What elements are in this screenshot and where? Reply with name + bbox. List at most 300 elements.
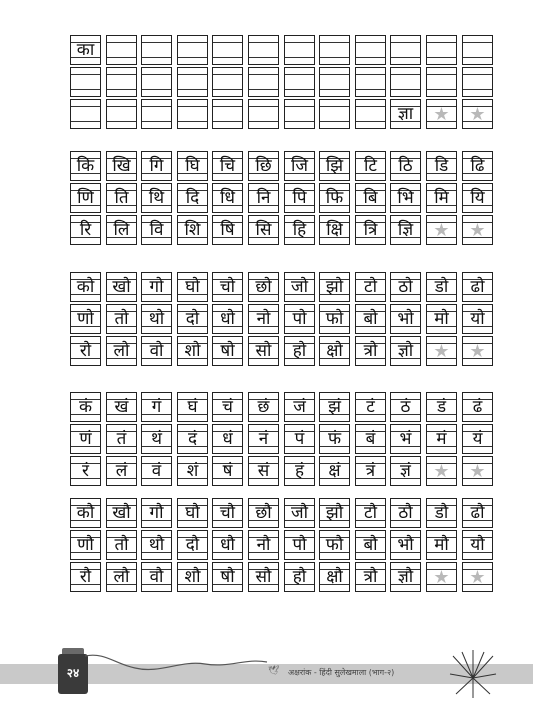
practice-cell[interactable] [212,530,243,560]
letter-glyph: मौ [434,535,449,555]
practice-cell[interactable] [462,392,493,422]
practice-cell[interactable] [355,530,386,560]
practice-cell[interactable] [426,562,457,592]
practice-cell[interactable] [355,424,386,454]
letter-glyph: दौ [185,535,200,555]
practice-cell[interactable] [355,336,386,366]
practice-cell[interactable] [355,304,386,334]
letter-glyph: णं [79,429,92,449]
letter-glyph: धि [220,188,235,208]
practice-cell[interactable] [390,336,421,366]
practice-cell[interactable] [106,498,137,528]
letter-glyph: रं [82,461,89,481]
letter-glyph: क्षं [328,461,341,481]
practice-cell[interactable] [177,151,208,181]
practice-cell[interactable] [284,215,315,245]
letter-glyph: दि [185,188,200,208]
letter-glyph: सि [255,220,272,240]
practice-cell[interactable] [462,562,493,592]
page-number: २४ [66,666,80,680]
letter-glyph: भं [399,429,412,449]
letter-glyph: तं [116,429,127,449]
letter-glyph: फौ [325,535,344,555]
practice-cell[interactable] [319,183,350,213]
practice-cell[interactable] [106,99,137,129]
practice-cell[interactable] [390,562,421,592]
page-number-badge [58,654,88,694]
practice-cell[interactable] [212,151,243,181]
practice-cell[interactable] [462,67,493,97]
practice-cell[interactable] [248,336,279,366]
letter-glyph: ज्ञो [397,341,414,361]
practice-cell[interactable] [177,392,208,422]
star-icon: ★ [433,220,450,241]
practice-cell[interactable] [390,424,421,454]
practice-cell[interactable] [70,183,101,213]
practice-cell[interactable] [177,67,208,97]
practice-cell[interactable] [426,183,457,213]
letter-glyph: त्रि [363,220,378,240]
letter-glyph: ठि [398,156,413,176]
practice-cell[interactable] [248,35,279,65]
practice-cell[interactable] [177,215,208,245]
practice-cell[interactable] [426,392,457,422]
letter-glyph: बो [363,309,378,329]
practice-cell[interactable] [106,392,137,422]
practice-cell[interactable] [355,183,386,213]
practice-cell[interactable] [390,304,421,334]
letter-glyph: डौ [434,503,449,523]
practice-cell[interactable] [462,498,493,528]
letter-glyph: णि [77,188,94,208]
practice-cell[interactable] [106,67,137,97]
letter-glyph: छौ [255,503,272,523]
practice-cell[interactable] [141,151,172,181]
practice-cell[interactable] [106,424,137,454]
practice-cell[interactable] [319,456,350,486]
practice-cell[interactable] [355,67,386,97]
letter-glyph: यौ [470,535,485,555]
practice-cell[interactable] [426,99,457,129]
practice-cell[interactable] [390,35,421,65]
letter-glyph: धौ [220,535,235,555]
practice-cell[interactable] [106,35,137,65]
letter-glyph: घौ [185,503,200,523]
practice-cell[interactable] [355,215,386,245]
practice-cell[interactable] [462,272,493,302]
practice-cell[interactable] [426,336,457,366]
practice-cell[interactable] [462,424,493,454]
letter-glyph: फि [325,188,344,208]
practice-cell[interactable] [70,456,101,486]
practice-cell[interactable] [141,530,172,560]
letter-glyph: डि [434,156,449,176]
practice-cell[interactable] [319,99,350,129]
practice-cell[interactable] [355,562,386,592]
letter-glyph: ठौ [398,503,413,523]
practice-cell[interactable] [390,151,421,181]
letter-glyph: मि [434,188,449,208]
firework-burst-icon [448,648,498,700]
practice-cell[interactable] [106,530,137,560]
practice-cell[interactable] [70,99,101,129]
letter-glyph: का [76,40,95,60]
letter-glyph: को [76,277,95,297]
practice-cell[interactable] [70,272,101,302]
letter-glyph: नं [258,429,269,449]
practice-cell[interactable] [248,183,279,213]
practice-cell[interactable] [284,183,315,213]
practice-cell[interactable] [462,530,493,560]
practice-cell[interactable] [106,215,137,245]
practice-cell[interactable] [284,304,315,334]
letter-glyph: पौ [292,535,307,555]
letter-glyph: जि [290,156,309,176]
letter-glyph: शो [184,341,201,361]
practice-cell[interactable] [426,35,457,65]
practice-cell[interactable] [319,424,350,454]
letter-glyph: मो [434,309,449,329]
practice-cell[interactable] [177,35,208,65]
letter-glyph: ढं [472,397,483,417]
practice-cell[interactable] [141,215,172,245]
letter-glyph: दं [187,429,198,449]
practice-cell[interactable] [141,336,172,366]
letter-glyph: रो [79,341,92,361]
practice-cell[interactable] [319,151,350,181]
letter-glyph: ढो [470,277,485,297]
star-icon: ★ [469,104,486,125]
practice-cell[interactable] [248,67,279,97]
practice-cell[interactable] [177,498,208,528]
practice-cell[interactable] [319,35,350,65]
letter-glyph: कं [78,397,93,417]
letter-glyph: बं [365,429,376,449]
practice-cell[interactable] [70,530,101,560]
practice-cell[interactable] [248,424,279,454]
practice-cell[interactable] [284,530,315,560]
practice-cell[interactable] [212,424,243,454]
letter-glyph: थं [151,429,162,449]
practice-cell[interactable] [70,498,101,528]
star-icon: ★ [469,220,486,241]
star-icon: ★ [469,341,486,362]
practice-cell[interactable] [141,35,172,65]
letter-glyph: त्रौ [363,567,378,587]
practice-cell[interactable] [462,183,493,213]
practice-cell[interactable] [212,304,243,334]
letter-glyph: गि [149,156,164,176]
practice-cell[interactable] [390,498,421,528]
practice-cell[interactable] [319,336,350,366]
practice-cell[interactable] [355,272,386,302]
practice-cell[interactable] [70,392,101,422]
letter-glyph: रौ [79,567,92,587]
letter-glyph: ज्ञा [397,104,414,124]
letter-glyph: लं [115,461,128,481]
letter-glyph: घि [185,156,200,176]
practice-cell[interactable] [141,99,172,129]
practice-cell[interactable] [248,392,279,422]
practice-cell[interactable] [284,336,315,366]
letter-glyph: हि [292,220,307,240]
practice-cell[interactable] [355,456,386,486]
practice-cell[interactable] [177,304,208,334]
practice-cell[interactable] [177,99,208,129]
letter-glyph: झो [325,277,344,297]
practice-cell[interactable] [212,272,243,302]
practice-cell[interactable] [177,183,208,213]
practice-cell[interactable] [212,392,243,422]
letter-glyph: ज्ञौ [397,567,414,587]
practice-cell[interactable] [212,215,243,245]
letter-glyph: षि [220,220,235,240]
practice-cell[interactable] [319,67,350,97]
letter-glyph: भौ [397,535,414,555]
practice-cell[interactable] [177,530,208,560]
letter-glyph: तो [114,309,129,329]
letter-glyph: हो [292,341,307,361]
practice-cell[interactable] [462,99,493,129]
practice-cell[interactable] [212,336,243,366]
practice-cell[interactable] [355,498,386,528]
practice-cell[interactable] [212,456,243,486]
practice-cell[interactable] [70,424,101,454]
letter-glyph: कौ [76,503,95,523]
practice-cell[interactable] [248,498,279,528]
practice-cell[interactable] [319,498,350,528]
practice-cell[interactable] [284,424,315,454]
practice-cell[interactable] [426,424,457,454]
practice-cell[interactable] [212,562,243,592]
practice-cell[interactable] [390,392,421,422]
letter-glyph: शि [184,220,201,240]
letter-glyph: छं [257,397,270,417]
practice-cell[interactable] [141,304,172,334]
letter-glyph: सौ [255,567,272,587]
letter-glyph: लि [113,220,130,240]
practice-cell[interactable] [390,272,421,302]
practice-cell[interactable] [177,424,208,454]
practice-cell[interactable] [319,215,350,245]
practice-cell[interactable] [212,183,243,213]
practice-cell[interactable] [141,424,172,454]
letter-glyph: षं [222,461,233,481]
star-icon: ★ [433,461,450,482]
practice-cell[interactable] [106,336,137,366]
practice-cell[interactable] [426,151,457,181]
practice-cell[interactable] [284,99,315,129]
practice-cell[interactable] [70,562,101,592]
letter-glyph: नौ [256,535,271,555]
letter-glyph: जौ [290,503,309,523]
practice-cell[interactable] [390,530,421,560]
practice-cell[interactable] [284,67,315,97]
practice-cell[interactable] [319,392,350,422]
practice-cell[interactable] [284,151,315,181]
practice-cell[interactable] [106,272,137,302]
practice-cell[interactable] [248,215,279,245]
practice-cell[interactable] [462,304,493,334]
practice-cell[interactable] [390,215,421,245]
practice-cell[interactable] [177,272,208,302]
practice-cell[interactable] [355,151,386,181]
practice-cell[interactable] [141,562,172,592]
practice-cell[interactable] [355,99,386,129]
practice-cell[interactable] [106,151,137,181]
letter-glyph: हौ [292,567,307,587]
practice-cell[interactable] [355,35,386,65]
letter-glyph: वि [149,220,164,240]
letter-glyph: क्षि [326,220,343,240]
practice-cell[interactable] [248,304,279,334]
practice-cell[interactable] [248,99,279,129]
letter-glyph: कि [76,156,95,176]
practice-cell[interactable] [106,456,137,486]
letter-glyph: ढि [470,156,485,176]
practice-cell[interactable] [284,456,315,486]
practice-cell[interactable] [70,215,101,245]
letter-glyph: षो [220,341,235,361]
practice-cell[interactable] [70,67,101,97]
practice-cell[interactable] [462,35,493,65]
practice-cell[interactable] [141,67,172,97]
letter-glyph: लौ [113,567,130,587]
practice-cell[interactable] [426,304,457,334]
letter-glyph: थौ [148,535,165,555]
letter-glyph: दो [185,309,200,329]
practice-cell[interactable] [212,35,243,65]
practice-cell[interactable] [355,392,386,422]
bird-icon: 🕊 [268,666,280,676]
letter-glyph: भो [397,309,414,329]
letter-glyph: णौ [77,535,94,555]
practice-cell[interactable] [284,498,315,528]
letter-glyph: बौ [363,535,378,555]
practice-cell[interactable] [284,562,315,592]
practice-cell[interactable] [462,336,493,366]
letter-glyph: वौ [149,567,164,587]
practice-cell[interactable] [248,562,279,592]
letter-glyph: खि [112,156,131,176]
letter-glyph: वो [149,341,164,361]
letter-glyph: चि [219,156,236,176]
practice-cell[interactable] [390,67,421,97]
letter-glyph: यि [470,188,485,208]
practice-cell[interactable] [462,215,493,245]
practice-cell[interactable] [212,67,243,97]
practice-cell[interactable] [141,456,172,486]
letter-glyph: नि [256,188,271,208]
letter-glyph: खं [114,397,129,417]
practice-cell[interactable] [319,304,350,334]
practice-cell[interactable] [177,562,208,592]
letter-glyph: टौ [364,503,377,523]
letter-glyph: थि [148,188,165,208]
practice-cell[interactable] [212,498,243,528]
letter-glyph: खो [112,277,131,297]
letter-glyph: शं [186,461,199,481]
letter-glyph: झि [325,156,344,176]
letter-glyph: ति [114,188,129,208]
practice-cell[interactable] [390,99,421,129]
letter-glyph: क्षौ [326,567,343,587]
star-icon: ★ [433,104,450,125]
letter-glyph: डो [434,277,449,297]
practice-cell[interactable] [106,183,137,213]
fuse-line-icon [85,650,270,680]
practice-cell[interactable] [248,151,279,181]
practice-cell[interactable] [426,272,457,302]
letter-glyph: चौ [219,503,236,523]
letter-glyph: पि [292,188,307,208]
footer-title: अक्षरांक - हिंदी सुलेखमाला (भाग-२) [288,668,395,677]
practice-cell[interactable] [390,456,421,486]
practice-cell[interactable] [70,304,101,334]
letter-glyph: फो [325,309,344,329]
practice-cell[interactable] [106,562,137,592]
letter-glyph: घं [187,397,198,417]
practice-cell[interactable] [177,456,208,486]
practice-cell[interactable] [284,272,315,302]
practice-cell[interactable] [284,35,315,65]
practice-cell[interactable] [248,530,279,560]
practice-cell[interactable] [70,336,101,366]
letter-glyph: झं [328,397,341,417]
letter-glyph: चो [219,277,236,297]
practice-cell[interactable] [248,272,279,302]
practice-cell[interactable] [141,392,172,422]
practice-cell[interactable] [426,498,457,528]
practice-cell[interactable] [284,392,315,422]
practice-cell[interactable] [106,304,137,334]
practice-cell[interactable] [426,456,457,486]
practice-cell[interactable] [426,67,457,97]
practice-cell[interactable] [390,183,421,213]
letter-glyph: ज्ञं [400,461,411,481]
letter-glyph: फं [327,429,342,449]
letter-glyph: हं [294,461,305,481]
letter-glyph: गो [149,277,164,297]
practice-cell[interactable] [319,272,350,302]
letter-glyph: लो [113,341,130,361]
practice-cell[interactable] [70,151,101,181]
practice-cell[interactable] [70,35,101,65]
letter-glyph: खौ [112,503,131,523]
practice-cell[interactable] [426,215,457,245]
letter-glyph: ज्ञि [397,220,414,240]
letter-glyph: षौ [220,567,235,587]
letter-glyph: पं [294,429,305,449]
practice-cell[interactable] [426,530,457,560]
letter-glyph: जो [290,277,309,297]
practice-cell[interactable] [177,336,208,366]
practice-cell[interactable] [141,272,172,302]
letter-glyph: णो [77,309,94,329]
practice-cell[interactable] [141,183,172,213]
letter-glyph: थो [148,309,165,329]
practice-cell[interactable] [141,498,172,528]
practice-cell[interactable] [319,530,350,560]
star-icon: ★ [433,341,450,362]
practice-cell[interactable] [462,456,493,486]
practice-cell[interactable] [212,99,243,129]
practice-cell[interactable] [462,151,493,181]
practice-cell[interactable] [248,456,279,486]
practice-cell[interactable] [319,562,350,592]
letter-glyph: टं [366,397,375,417]
letter-glyph: गौ [149,503,164,523]
